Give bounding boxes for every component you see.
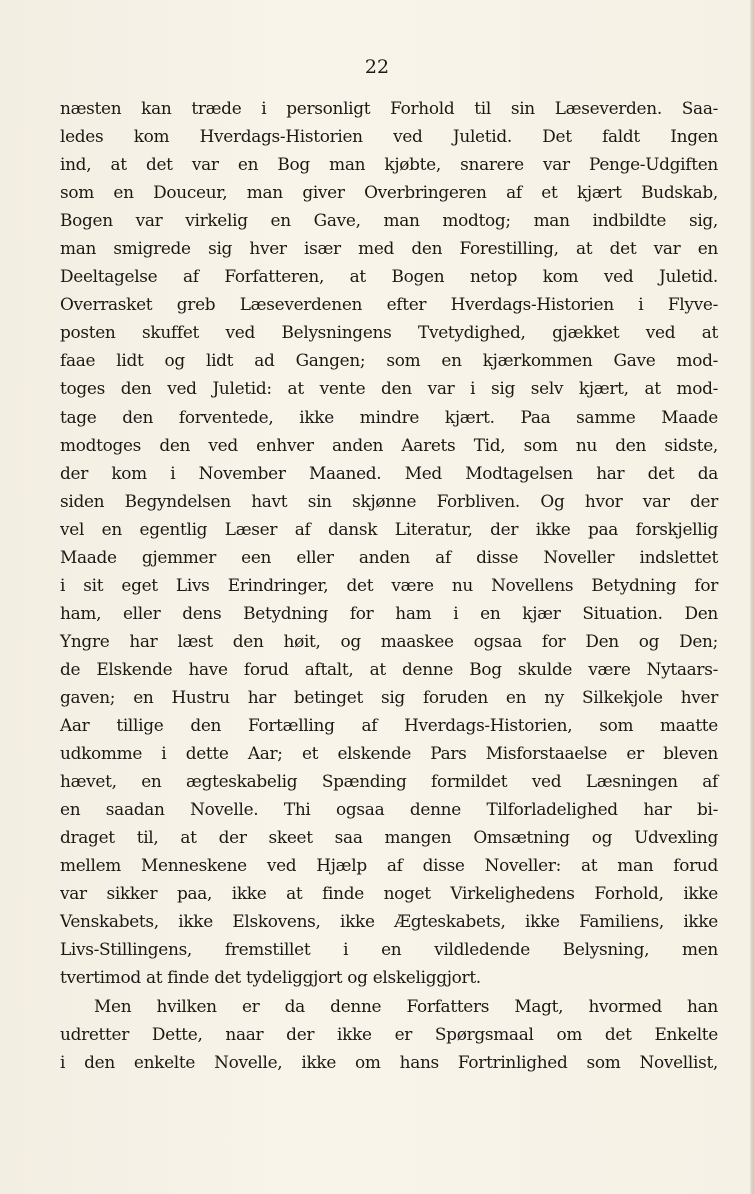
text-line: toges den ved Juletid: at vente den var i sig selv kjært, at mod-: [60, 378, 718, 399]
text-line: siden Begyndelsen havt sin skjønne Forbliven. Og hvor var der: [60, 490, 718, 511]
text-line: vel en egentlig Læser af dansk Literatur, der ikke paa forskjellig: [60, 518, 718, 539]
page-number: 22: [364, 56, 390, 78]
page-edge: [750, 0, 754, 1194]
body-text: [60, 94, 718, 1076]
text-line: Men hvilken er da denne Forfatters Magt, hvormed han: [94, 995, 718, 1016]
text-line: Deeltagelse af Forfatteren, at Bogen netop kom ved Juletid.: [60, 266, 718, 287]
text-line: hævet, en ægteskabelig Spænding formildet ved Læsningen af: [60, 771, 718, 792]
text-line: man smigrede sig hver især med den Forestilling, at det var en: [60, 238, 718, 259]
text-line: posten skuffet ved Belysningens Tvetydighed, gjækket ved at: [60, 322, 718, 343]
text-line: Venskabets, ikke Elskovens, ikke Ægteskabets, ikke Familiens, ikke: [60, 911, 718, 932]
text-line: som en Douceur, man giver Overbringeren af et kjært Budskab,: [60, 182, 718, 203]
text-line: udretter Dette, naar der ikke er Spørgsmaal om det Enkelte: [60, 1023, 718, 1044]
text-line: i sit eget Livs Erindringer, det være nu Novellens Betydning for: [60, 574, 718, 595]
text-line: i den enkelte Novelle, ikke om hans Fortrinlighed som Novellist,: [60, 1051, 718, 1072]
text-line: faae lidt og lidt ad Gangen; som en kjærkommen Gave mod-: [60, 350, 718, 371]
text-line: der kom i November Maaned. Med Modtagelsen har det da: [60, 462, 718, 483]
text-line: gaven; en Hustru har betinget sig foruden en ny Silkekjole hver: [60, 686, 718, 707]
text-line: draget til, at der skeet saa mangen Omsætning og Udvexling: [60, 827, 718, 848]
text-line: de Elskende have forud aftalt, at denne Bog skulde være Nytaars-: [60, 658, 718, 679]
text-line: udkomme i dette Aar; et elskende Pars Misforstaaelse er bleven: [60, 743, 718, 764]
text-line: ham, eller dens Betydning for ham i en kjær Situation. Den: [60, 602, 718, 623]
text-line: Overrasket greb Læseverdenen efter Hverdags-Historien i Flyve-: [60, 294, 718, 315]
text-line: Livs-Stillingens, fremstillet i en vildledende Belysning, men: [60, 939, 718, 960]
text-line: modtoges den ved enhver anden Aarets Tid, som nu den sidste,: [60, 434, 718, 455]
text-line: tvertimod at finde det tydeliggjort og elskeliggjort.: [60, 967, 481, 988]
text-line: næsten kan træde i personligt Forhold til sin Læseverden. Saa-: [60, 98, 718, 118]
text-line: tage den forventede, ikke mindre kjært. Paa samme Maade: [60, 406, 718, 427]
text-line: ind, at det var en Bog man kjøbte, snarere var Penge-Udgiften: [60, 154, 718, 175]
text-line: mellem Menneskene ved Hjælp af disse Noveller: at man forud: [60, 855, 718, 876]
text-line: Yngre har læst den høit, og maaskee ogsaa for Den og Den;: [60, 630, 718, 651]
text-line: Maade gjemmer een eller anden af disse Noveller indslettet: [60, 546, 718, 567]
text-line: var sikker paa, ikke at finde noget Virkelighedens Forhold, ikke: [60, 883, 718, 904]
text-line: Bogen var virkelig en Gave, man modtog; man indbildte sig,: [60, 210, 718, 231]
text-line: en saadan Novelle. Thi ogsaa denne Tilforladelighed har bi-: [60, 799, 718, 820]
text-line: Aar tillige den Fortælling af Hverdags-Historien, som maatte: [60, 715, 718, 736]
text-line: ledes kom Hverdags-Historien ved Juletid. Det faldt Ingen: [60, 126, 718, 147]
